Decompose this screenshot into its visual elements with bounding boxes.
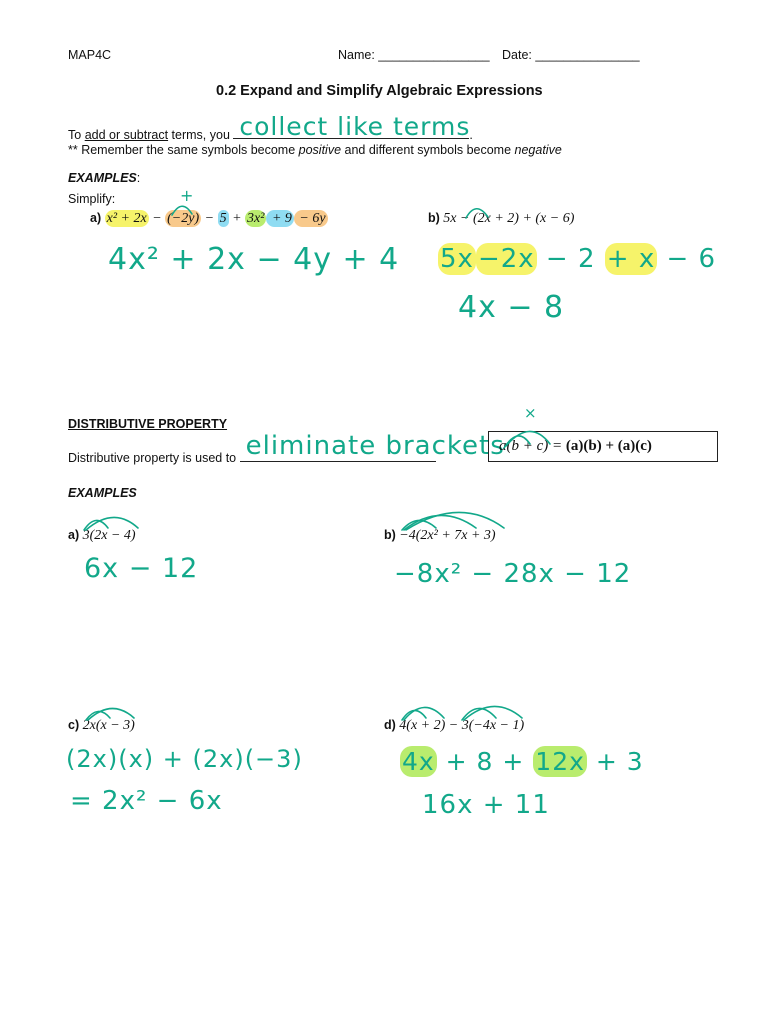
term-x2-2x: x² + 2x: [106, 211, 147, 226]
reminder-pre: ** Remember the same symbols become: [68, 143, 299, 157]
examples-heading-1-colon: :: [136, 171, 141, 185]
intro-pre: To: [68, 128, 85, 142]
formula-lhs: a(b + c) =: [499, 438, 566, 454]
intro-end: .: [469, 128, 473, 142]
times-annotation: ×: [524, 404, 538, 422]
distributive-heading: DISTRIBUTIVE PROPERTY: [68, 417, 228, 431]
term-6y: − 6y: [295, 211, 326, 226]
work-plus8: + 8 +: [436, 747, 534, 776]
example-2a-label: a): [68, 528, 80, 542]
intro-add-subtract: add or subtract: [84, 128, 169, 142]
example-2d-expr-text: 4(x + 2) − 3(−4x − 1): [399, 718, 525, 733]
reminder-negative: negative: [514, 143, 562, 157]
date-field-label: Date: _______________: [502, 48, 640, 62]
reminder-mid: and different symbols become: [341, 143, 515, 157]
work-neg6: − 6: [657, 244, 717, 274]
plus-annotation: +: [180, 186, 195, 205]
distributive-text: Distributive property is used to: [68, 451, 240, 465]
arc-2b-3: [406, 512, 504, 530]
examples-heading-2: EXAMPLES: [68, 486, 137, 500]
example-2c-work: (2x)(x) + (2x)(−3): [66, 745, 303, 773]
example-2b-label: b): [384, 528, 396, 542]
example-2b-expr: −4(2x² + 7x + 3): [399, 528, 496, 543]
work-neg2: − 2: [536, 244, 605, 274]
op-3: +: [228, 211, 246, 226]
arc-2b-2: [404, 515, 476, 530]
example-2d-label: d): [384, 718, 396, 732]
arc-2a-2: [86, 517, 138, 530]
arc-1b: [466, 209, 488, 218]
arc-2c-2: [88, 708, 134, 720]
simplify-label: Simplify:: [68, 192, 116, 206]
term-3x2: 3x²: [247, 211, 265, 226]
examples-heading-1-text: EXAMPLES: [68, 171, 137, 185]
arc-2d-4: [464, 706, 522, 720]
example-1a-answer: 4x² + 2x − 4y + 4: [108, 242, 400, 277]
intro-mid: terms, you: [168, 128, 234, 142]
example-2a-answer: 6x − 12: [84, 553, 199, 584]
example-1a-label: a): [90, 211, 102, 225]
example-1b-expr: 5x − (2x + 2) + (x − 6): [443, 211, 575, 226]
example-2b-answer: −8x² − 28x − 12: [394, 559, 632, 589]
example-2d-answer: 16x + 11: [422, 790, 550, 820]
term-9: + 9: [268, 211, 292, 226]
example-2a-expr: 3(2x − 4): [82, 528, 136, 543]
example-2c-expr: 2x(x − 3): [82, 718, 135, 733]
work-neg2x: −2x: [477, 244, 535, 274]
example-1b-label: b): [428, 211, 440, 225]
work-plus3: + 3: [586, 747, 644, 776]
work-12x: 12x: [535, 747, 585, 776]
page-title: 0.2 Expand and Simplify Algebraic Expressions: [216, 83, 543, 99]
formula-rhs: (a)(b) + (a)(c): [565, 438, 652, 454]
example-2c-label: c): [68, 718, 80, 732]
arc-formula-b: [504, 436, 530, 448]
term-5: 5: [219, 211, 227, 226]
arc-2d-2: [404, 707, 444, 720]
work-4x: 4x: [402, 747, 435, 776]
name-field-label: Name: ________________: [338, 48, 490, 62]
course-code: MAP4C: [68, 48, 112, 62]
work-plus-x: + x: [606, 244, 656, 274]
op-2: −: [201, 211, 218, 226]
intro-answer-handwriting: collect like terms: [239, 112, 471, 141]
reminder-positive: positive: [298, 143, 342, 157]
op-1: −: [148, 211, 166, 226]
distributive-answer-handwriting: eliminate brackets: [245, 431, 505, 461]
arc-formula-c: [506, 431, 550, 446]
arc-1a-plus: [172, 206, 192, 215]
example-1b-answer: 4x − 8: [458, 290, 565, 325]
work-5x: 5x: [440, 244, 474, 274]
example-2c-answer: = 2x² − 6x: [70, 786, 223, 816]
term-neg2y: (−2y): [167, 211, 200, 226]
